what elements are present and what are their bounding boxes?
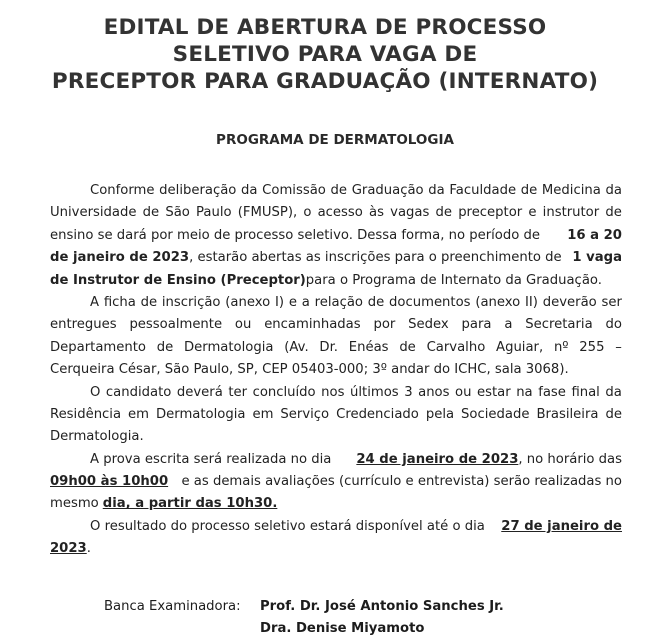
p2-line-4 (50, 359, 622, 381)
word: final (571, 384, 600, 400)
word: (anexo (475, 294, 521, 310)
word: Carvalho (426, 339, 486, 355)
document-body (50, 180, 622, 561)
word: e (288, 294, 297, 310)
word: de (156, 339, 174, 355)
word: entregues (50, 317, 117, 333)
p5-l2-dot: . (86, 541, 91, 557)
word: – (615, 339, 622, 355)
word: Residência (50, 406, 122, 422)
title-line-1: EDITAL DE ABERTURA DE PROCESSO (103, 15, 547, 40)
word: para (461, 317, 492, 333)
word: a (504, 317, 513, 333)
title-line-3: PRECEPTOR PARA GRADUAÇÃO (INTERNATO) (51, 69, 599, 94)
word: Aguiar, (496, 339, 544, 355)
p2-line-3 (50, 337, 622, 359)
word: nº (553, 339, 569, 355)
word: candidato (105, 384, 172, 400)
banca-member-1: Prof. Dr. José Antonio Sanches Jr. (260, 599, 504, 614)
p4-l1-text-end: , no horário das (518, 451, 622, 467)
word: de (330, 183, 348, 198)
banca-member-2: Dra. Denise Miyamoto (260, 621, 425, 636)
p1-line-3 (50, 225, 622, 247)
p4-l1-date: 24 de janeiro de 2023 (356, 451, 519, 467)
p1-l3-text: ensino se dará por meio de processo seletivo. Dessa forma, no período de (50, 227, 540, 243)
word: em (128, 406, 150, 422)
word: pela (425, 406, 455, 422)
word: encaminhadas (264, 317, 361, 333)
banca-label: Banca Examinadora: (104, 599, 241, 614)
word: da (428, 183, 445, 198)
p4-l3-time: dia, a partir das 10h30. (102, 496, 278, 512)
word: Dermatologia (156, 406, 246, 422)
word: (Av. (284, 339, 309, 355)
word: ou (455, 384, 472, 400)
word: concluído (252, 384, 316, 400)
word: de (367, 294, 385, 310)
word: inscrição (161, 294, 221, 310)
word: Medicina (541, 183, 601, 198)
word: deverão (542, 294, 597, 310)
word: O (90, 384, 101, 400)
p4-l2-time: 09h00 às 10h00 (50, 474, 169, 490)
word: de (605, 406, 622, 422)
word: A (90, 294, 100, 310)
p4-line-1 (50, 449, 622, 471)
word: ou (234, 317, 252, 333)
p5-l1-date: 27 de janeiro de (501, 518, 622, 534)
word: por (373, 317, 396, 333)
word: 255 (579, 339, 605, 355)
word: preceptor (458, 205, 523, 221)
word: São (165, 205, 190, 221)
p4-l2-text: e as demais avaliações (currículo e entrevista) serão realizadas no (181, 474, 622, 490)
word: anos (418, 384, 450, 400)
p2-l4-text: Cerqueira César, São Paulo, SP, CEP 05403-000; 3º andar do ICHC, sala 3068). (50, 362, 569, 378)
word: ter (228, 384, 248, 400)
word: de (435, 205, 453, 221)
word: Paulo (196, 205, 232, 221)
p4-line-3 (50, 493, 622, 515)
p1-l3-dates: 16 a 20 (567, 227, 622, 243)
word: documentos (389, 294, 471, 310)
word: I) (275, 294, 285, 310)
document-title (0, 14, 650, 95)
word: Dermatologia (184, 339, 274, 355)
program-subtitle: PROGRAMA DE DERMATOLOGIA (216, 132, 454, 148)
word: da (241, 183, 258, 198)
word: estar (477, 384, 511, 400)
word: vagas (390, 205, 430, 221)
word: deverá (176, 384, 223, 400)
word: de (142, 205, 160, 221)
word: Conforme (90, 183, 155, 198)
word: de (399, 339, 416, 355)
word: 3 (404, 384, 413, 400)
word: Brasileira (536, 406, 599, 422)
word: Universidade (50, 205, 137, 221)
word: Departamento (50, 339, 146, 355)
p2-line-2 (50, 314, 622, 336)
p1-l5-role: de Instrutor de Ensino (Preceptor) (50, 272, 306, 288)
word: (anexo (225, 294, 271, 310)
word: Comissão (262, 183, 326, 198)
p1-line-5 (50, 270, 622, 292)
word: ser (601, 294, 622, 310)
word: Credenciado (336, 406, 419, 422)
word: instrutor (542, 205, 600, 221)
p3-line-2 (50, 404, 622, 426)
p1-l4-vaga: 1 vaga (572, 250, 622, 266)
p2-line-1 (50, 292, 622, 314)
word: e (528, 205, 537, 221)
word: do (605, 317, 622, 333)
p1-line-2 (50, 202, 622, 224)
p5-l1-text: O resultado do processo seletivo estará disponível até o dia (90, 518, 485, 534)
word: Serviço (280, 406, 330, 422)
p3-line-1 (50, 382, 622, 404)
word: Secretaria (525, 317, 593, 333)
p1-l4-text: , estarão abertas as inscrições para o preenchimento de (189, 250, 562, 266)
word: às (369, 205, 384, 221)
word: de (520, 183, 538, 198)
p5-line-1 (50, 516, 622, 538)
p1-l4-date: de janeiro de 2023 (50, 250, 190, 266)
p3-line-3 (50, 426, 622, 448)
p5-line-2 (50, 538, 622, 560)
p1-l5-text: para o Programa de Internato da Graduação. (305, 272, 602, 288)
word: II) (525, 294, 538, 310)
word: pessoalmente (129, 317, 223, 333)
p1-line-1 (50, 180, 622, 202)
word: Graduação (351, 183, 424, 198)
word: Dr. (319, 339, 338, 355)
p4-l3-text: mesmo (50, 496, 99, 512)
banca-examinadora (104, 596, 504, 640)
p3-l3-text: Dermatologia. (50, 429, 144, 445)
word: da (605, 183, 622, 198)
word: relação (314, 294, 363, 310)
word: de (605, 205, 622, 221)
word: o (303, 205, 312, 221)
word: deliberação (159, 183, 237, 198)
word: ficha (103, 294, 136, 310)
word: Sociedade (461, 406, 530, 422)
word: Enéas (348, 339, 389, 355)
word: (FMUSP), (237, 205, 298, 221)
word: fase (538, 384, 566, 400)
word: acesso (317, 205, 363, 221)
word: últimos (350, 384, 399, 400)
p4-line-2 (50, 471, 622, 493)
p5-l2-year: 2023 (50, 541, 87, 557)
p1-line-4 (50, 247, 622, 269)
title-line-2: SELETIVO PARA VAGA DE (172, 42, 478, 67)
word: Sedex (408, 317, 449, 333)
word: nos (321, 384, 345, 400)
word: Faculdade (449, 183, 517, 198)
word: na (516, 384, 533, 400)
word: a (301, 294, 310, 310)
word: em (252, 406, 274, 422)
word: de (140, 294, 158, 310)
p4-l1-text: A prova escrita será realizada no dia (90, 451, 332, 467)
word: da (605, 384, 622, 400)
